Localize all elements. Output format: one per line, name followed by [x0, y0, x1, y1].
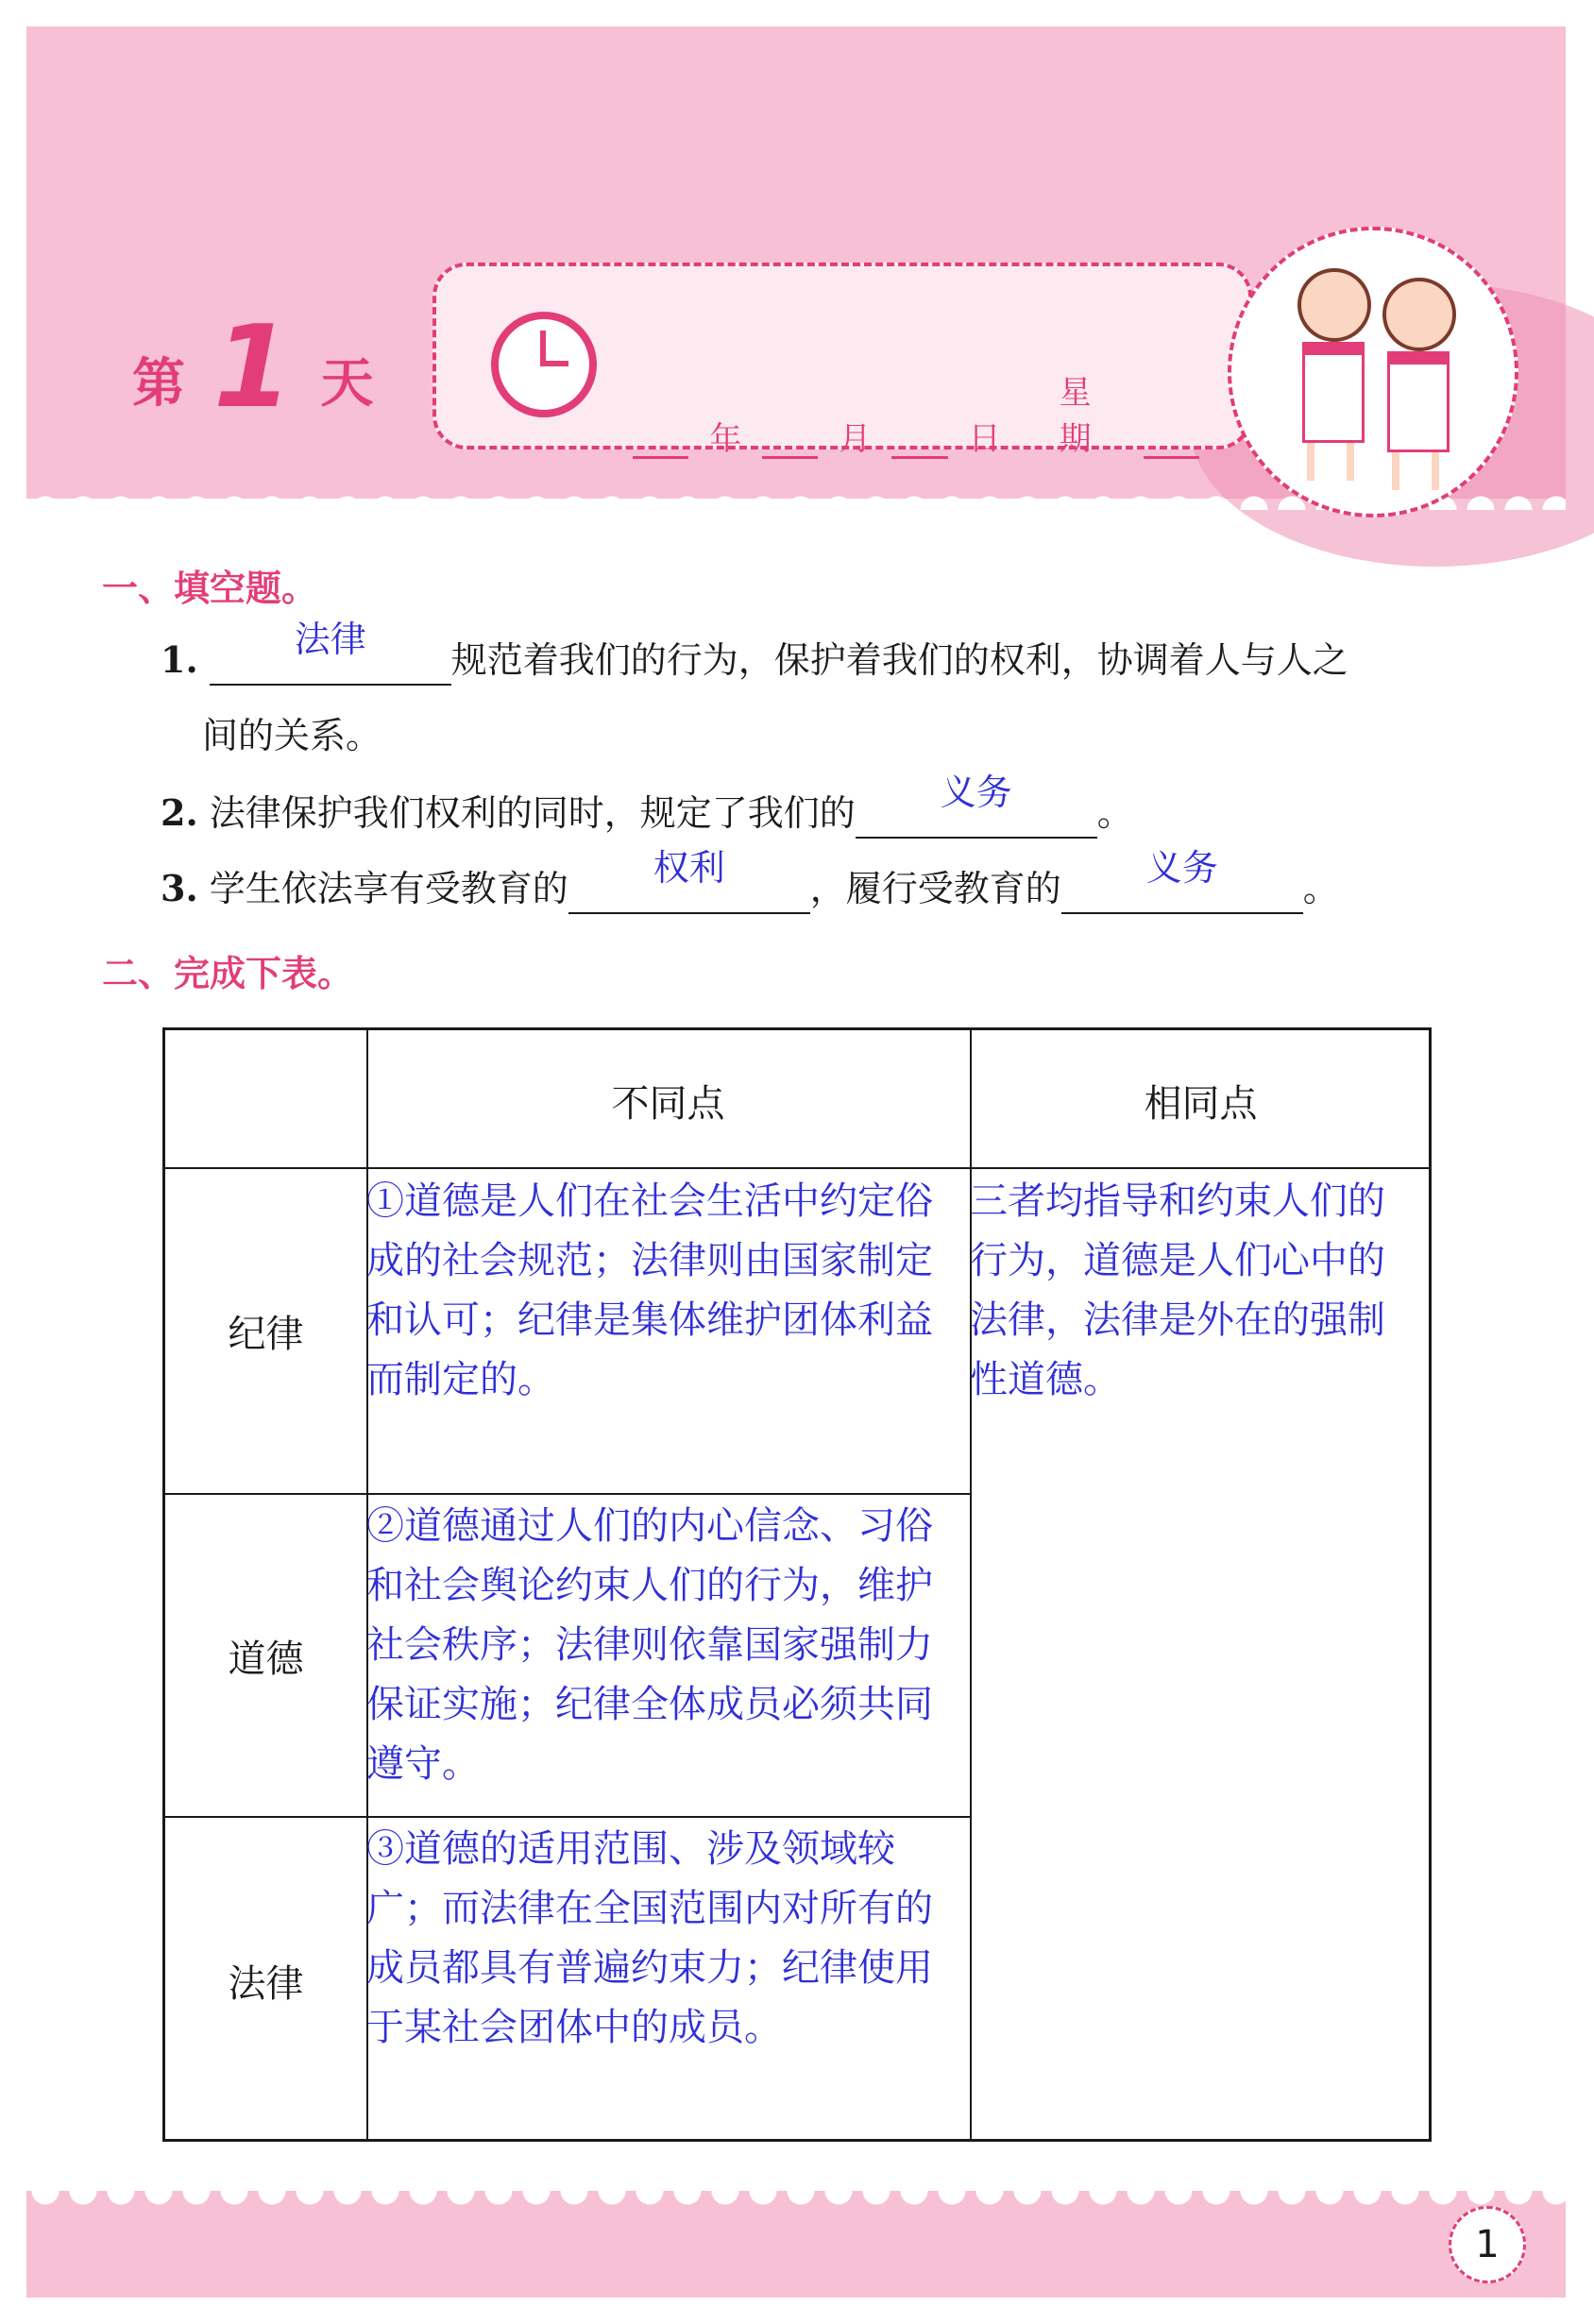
- row-label-morality: 道德: [228, 1637, 304, 1681]
- q3-number: 3.: [161, 867, 198, 909]
- q3-text-mid: ，履行受教育的: [809, 868, 1061, 909]
- q1-answer-blank[interactable]: [210, 619, 451, 686]
- header-different: 不同点: [611, 1082, 725, 1126]
- diff-discipline: ①道德是人们在社会生活中约定俗成的社会规范；法律则由国家制定和认可；纪律是集体维护团体利益而制定的。: [366, 1179, 933, 1401]
- day-label: [132, 302, 374, 433]
- q3-answer1-blank[interactable]: [568, 847, 810, 914]
- day-label-date: 日: [968, 420, 1001, 458]
- page-number: 1: [1449, 2206, 1526, 2283]
- q2-number: 2.: [161, 791, 198, 834]
- diff-law: ③道德的适用范围、涉及领域较广；而法律在全国范围内对所有的成员都具有普遍约束力；纪律使用于某社会团体中的成员。: [366, 1827, 933, 2049]
- section2-title: 二、完成下表。: [102, 953, 354, 994]
- q3-answer2: 义务: [1145, 847, 1218, 889]
- header-same: 相同点: [1144, 1082, 1258, 1126]
- q3-answer2-blank[interactable]: [1061, 847, 1303, 914]
- day-prefix: 第: [132, 353, 185, 415]
- day-number: 1: [213, 302, 293, 433]
- q1-text: 规范着我们的行为，保护着我们的权利，协调着人与人之: [450, 639, 1348, 681]
- section1-title: 一、填空题。: [102, 568, 318, 609]
- same-all: 三者均指导和约束人们的行为，道德是人们心中的法律，法律是外在的强制性道德。: [970, 1179, 1385, 1401]
- question-1: [161, 619, 1348, 686]
- q1-number: 1.: [161, 638, 198, 681]
- date-line: [633, 366, 1199, 459]
- q2-end: 。: [1096, 792, 1133, 834]
- question-1-line2: [202, 710, 382, 761]
- footer-scallop: [26, 2191, 1566, 2219]
- kids-illustration: [1228, 227, 1518, 517]
- day-suffix: 天: [320, 353, 374, 415]
- question-3: [161, 847, 1339, 914]
- day-blank[interactable]: [891, 422, 947, 459]
- q3-end: 。: [1302, 868, 1339, 909]
- alarm-clock-icon: [491, 312, 597, 417]
- comparison-table: [162, 1027, 1432, 2142]
- girl-icon: [1382, 278, 1456, 490]
- q3-text: 学生依法享有受教育的: [209, 868, 568, 909]
- row-label-discipline: 纪律: [228, 1313, 304, 1356]
- q2-text: 法律保护我们权利的同时，规定了我们的: [209, 792, 856, 834]
- row-label-law: 法律: [228, 1962, 304, 2006]
- month-blank[interactable]: [762, 422, 818, 459]
- weekday-label: 星期: [1059, 374, 1092, 458]
- q1-text-line2: 间的关系。: [202, 715, 382, 756]
- diff-morality: ②道德通过人们的内心信念、习俗和社会舆论约束人们的行为，维护社会秩序；法律则依靠国家强制力保证实施；纪律全体成员必须共同遵守。: [366, 1504, 933, 1786]
- boy-icon: [1297, 268, 1371, 481]
- month-label: 月: [839, 420, 872, 458]
- q2-answer-blank[interactable]: [856, 772, 1097, 839]
- weekday-blank[interactable]: [1144, 422, 1199, 459]
- q3-answer1: 权利: [653, 847, 725, 889]
- question-2: [161, 772, 1133, 839]
- q1-answer: 法律: [294, 619, 366, 660]
- q2-answer: 义务: [940, 772, 1012, 813]
- year-blank[interactable]: [633, 422, 688, 459]
- year-label: 年: [709, 420, 742, 458]
